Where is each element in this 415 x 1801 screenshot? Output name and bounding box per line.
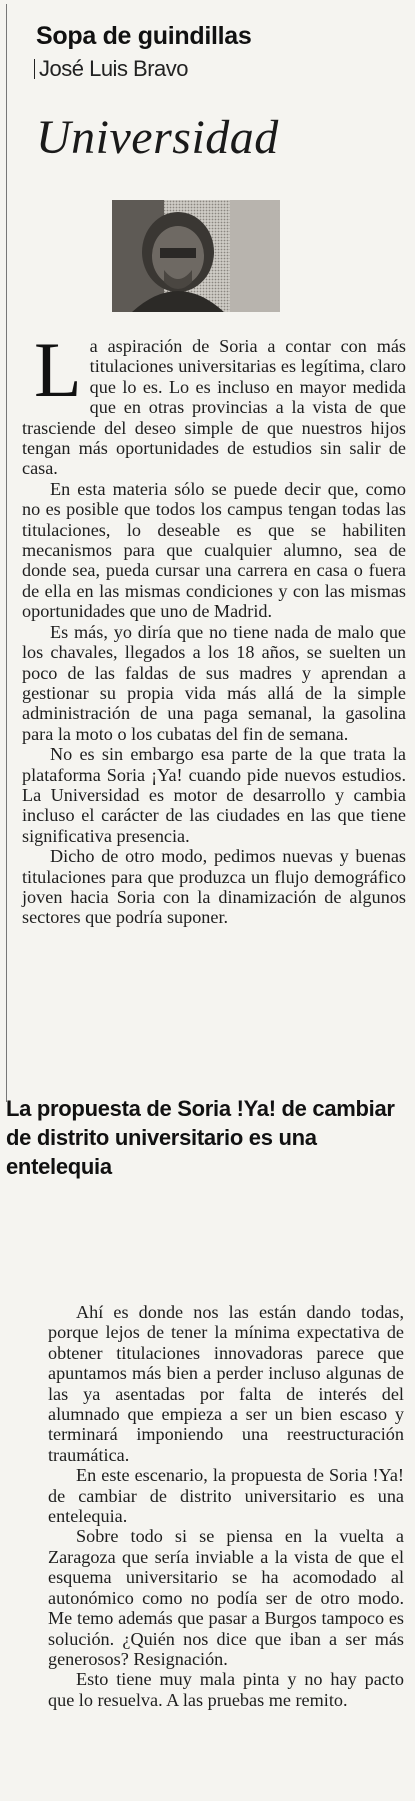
author-name: José Luis Bravo [39,56,189,81]
author-photo [112,200,280,312]
article-body-bottom [48,1302,404,1710]
paragraph-2: En esta materia sólo se puede decir que, como no es posible que todos los campus tengan todas las titulaciones, lo deseable es que se habiliten mecanismos para que cualquier alumno, sea de donde sea, pueda cursar una carrera en casa o fuera de ella en las mismas condiciones y con las mismas oportunidades que uno de Madrid. [22,478,406,622]
article-title: Universidad [36,111,279,164]
paragraph-9: Esto tiene muy mala pinta y no hay pacto que lo resuelva. A las pruebas me remito. [48,1669,404,1710]
pull-quote: La propuesta de Soria !Ya! de cambiar de distrito universitario es una entelequia [6,1096,395,1179]
column-rule [6,4,7,1102]
paragraph-7: En este escenario, la propuesta de Soria !Ya! de cambiar de distrito universitario es una entelequia. [48,1465,404,1527]
paragraph-1 [22,326,406,479]
column-name: Sopa de guindillas [36,22,252,50]
paragraph-1-text: a aspiración de Soria a contar con más titulaciones universitarias es legítima, claro que lo es. Lo es incluso en mayor medida que en otras provincias a la vista de que trasciende del deseo simple de que nuestros hijos tengan más oportunidades de estudios sin salir de casa. [22,336,406,479]
paragraph-3: Es más, yo diría que no tiene nada de malo que los chavales, llegados a los 18 años, se suelten un poco de las faldas de sus madres y aprendan a gestionar su propia vida más allá de la simple administración de una paga semanal, la gasolina para la moto o los cubatas del fin de semana. [22,621,406,744]
drop-cap: L [34,326,82,413]
paragraph-5: Dicho de otro modo, pedimos nuevas y buenas titulaciones para que produzca un flujo demográfico joven hacia Soria con la dinamización de algunos sectores que podría suponer. [22,846,406,928]
byline-bar [34,59,35,79]
paragraph-6: Ahí es donde nos las están dando todas, porque lejos de tener la mínima expectativa de obtener titulaciones innovadoras parece que apuntamos más bien a perder incluso algunas de las ya asentadas por falta de interés del alumnado que empieza a ser un bien escaso y terminará imponiendo una reestructuración traumática. [48,1302,404,1465]
byline [34,56,188,82]
paragraph-8: Sobre todo si se piensa en la vuelta a Zaragoza que sería inviable a la vista de que el esquema universitario se ha acomodado al autonómico como no podía ser de otro modo. Me temo además que pasar a Burgos tampoco es solución. ¿Quién nos dice que iban a ser más generosos? Resignación. [48,1526,404,1669]
paragraph-4: No es sin embargo esa parte de la que trata la plataforma Soria ¡Ya! cuando pide nuevos estudios. La Universidad es motor de desarrollo y cambia incluso el carácter de las ciudades en las que tiene significativa presencia. [22,744,406,846]
article-body-top [22,326,406,928]
portrait-image [112,200,280,312]
